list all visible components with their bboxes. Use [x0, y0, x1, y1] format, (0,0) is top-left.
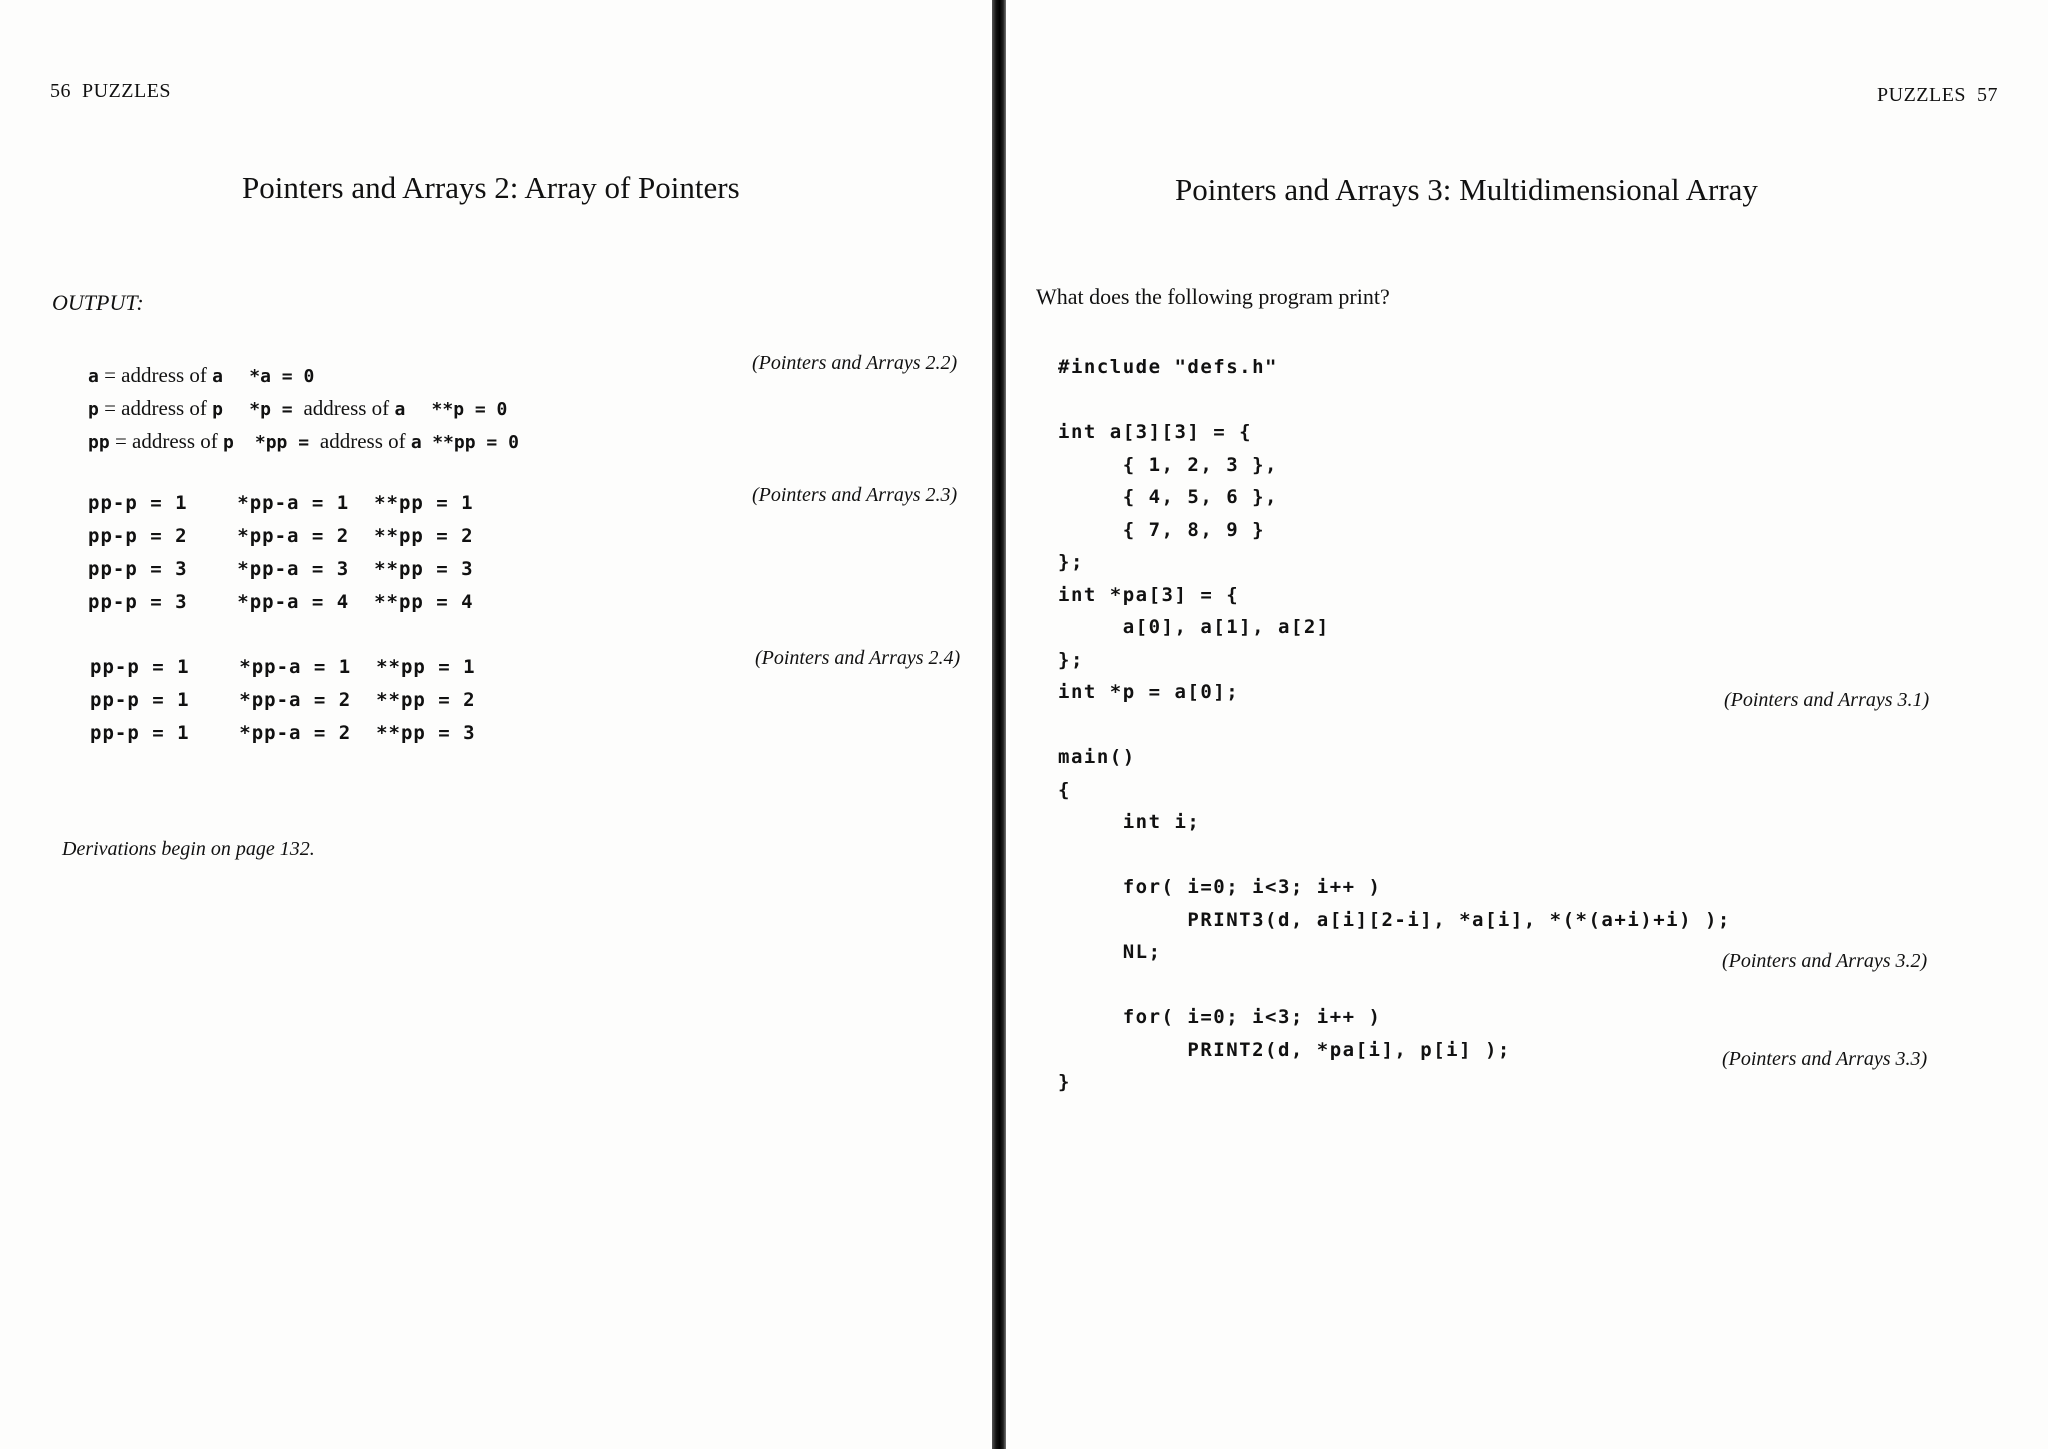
code-line: } [1058, 1071, 1071, 1093]
output-label: OUTPUT: [52, 290, 144, 315]
output-row: pp-p = 1 *pp-a = 1 **pp = 1 [90, 656, 476, 678]
ref-3-3: (Pointers and Arrays 3.3) [1722, 1048, 1928, 1070]
code-line: int *pa[3] = { [1058, 583, 1240, 606]
code-line: int a[3][3] = { [1058, 421, 1253, 443]
code-token: p [212, 399, 224, 420]
ref-2-3: (Pointers and Arrays 2.3) [752, 484, 958, 506]
code-line: a[0], a[1], a[2] [1058, 616, 1330, 638]
code-line: main() [1058, 746, 1136, 768]
text-token [223, 363, 249, 387]
code-line: int i; [1058, 811, 1201, 833]
code-line: for( i=0; i<3; i++ ) [1058, 876, 1382, 898]
code-line: PRINT2(d, *pa[i], p[i] ); [1058, 1038, 1511, 1061]
code-token: a [394, 399, 406, 420]
ref-2-2: (Pointers and Arrays 2.2) [752, 352, 958, 374]
text-token: = address of [98, 363, 213, 387]
ref-3-2: (Pointers and Arrays 3.2) [1722, 950, 1928, 972]
code-token: a [88, 366, 99, 387]
code-token: p [88, 399, 99, 420]
code-token: a [410, 432, 422, 453]
text-token: address of [319, 429, 411, 453]
right-folio: PUZZLES 57 [1877, 84, 1999, 106]
code-line: { [1058, 778, 1071, 801]
code-line: { 1, 2, 3 }, [1058, 453, 1278, 476]
output-row: pp-p = 3 *pp-a = 3 **pp = 3 [88, 558, 474, 580]
text-token: = address of [109, 429, 224, 453]
mixed-row [88, 363, 314, 388]
mixed-row [88, 429, 519, 454]
right-page-title: Pointers and Arrays 3: Multidimensional Array [1175, 172, 1758, 207]
output-row: pp-p = 1 *pp-a = 1 **pp = 1 [88, 492, 474, 514]
code-token: **pp = 0 [432, 432, 519, 453]
code-token: *a = 0 [249, 366, 315, 387]
code-line: #include "defs.h" [1058, 356, 1278, 378]
code-line: int *p = a[0]; [1058, 681, 1240, 703]
left-page [0, 0, 990, 1449]
text-token: = address of [98, 396, 213, 420]
question-text: What does the following program print? [1036, 284, 1390, 309]
output-row: pp-p = 1 *pp-a = 2 **pp = 3 [90, 722, 476, 744]
output-row: pp-p = 2 *pp-a = 2 **pp = 2 [88, 525, 474, 547]
code-token: *p = [249, 399, 304, 420]
code-line: PRINT3(d, a[i][2-i], *a[i], *(*(a+i)+i) ); [1058, 908, 1731, 931]
ref-2-4: (Pointers and Arrays 2.4) [755, 647, 961, 669]
text-token [223, 396, 249, 420]
code-token: *pp = [254, 432, 320, 453]
ref-3-1: (Pointers and Arrays 3.1) [1724, 689, 1930, 711]
code-token: pp [88, 432, 110, 453]
code-token: **p = 0 [431, 399, 508, 420]
code-line: }; [1058, 551, 1084, 573]
code-line: }; [1058, 648, 1084, 671]
text-token [422, 429, 433, 453]
code-line: { 4, 5, 6 }, [1058, 486, 1278, 508]
right-page [1010, 0, 2048, 1449]
left-folio: 56 PUZZLES [50, 80, 172, 102]
mixed-row [88, 396, 507, 421]
code-line: { 7, 8, 9 } [1058, 518, 1266, 541]
text-token [234, 429, 255, 453]
code-token: p [223, 432, 234, 453]
left-page-title: Pointers and Arrays 2: Array of Pointers [242, 170, 740, 205]
code-line: for( i=0; i<3; i++ ) [1058, 1006, 1382, 1028]
output-row: pp-p = 1 *pp-a = 2 **pp = 2 [90, 689, 476, 711]
text-token [405, 396, 431, 420]
code-line: NL; [1058, 941, 1162, 963]
output-row: pp-p = 3 *pp-a = 4 **pp = 4 [88, 591, 474, 613]
text-token: address of [303, 396, 395, 420]
code-token: a [212, 366, 224, 387]
book-spine [992, 0, 1006, 1449]
derivations-note: Derivations begin on page 132. [62, 838, 315, 860]
